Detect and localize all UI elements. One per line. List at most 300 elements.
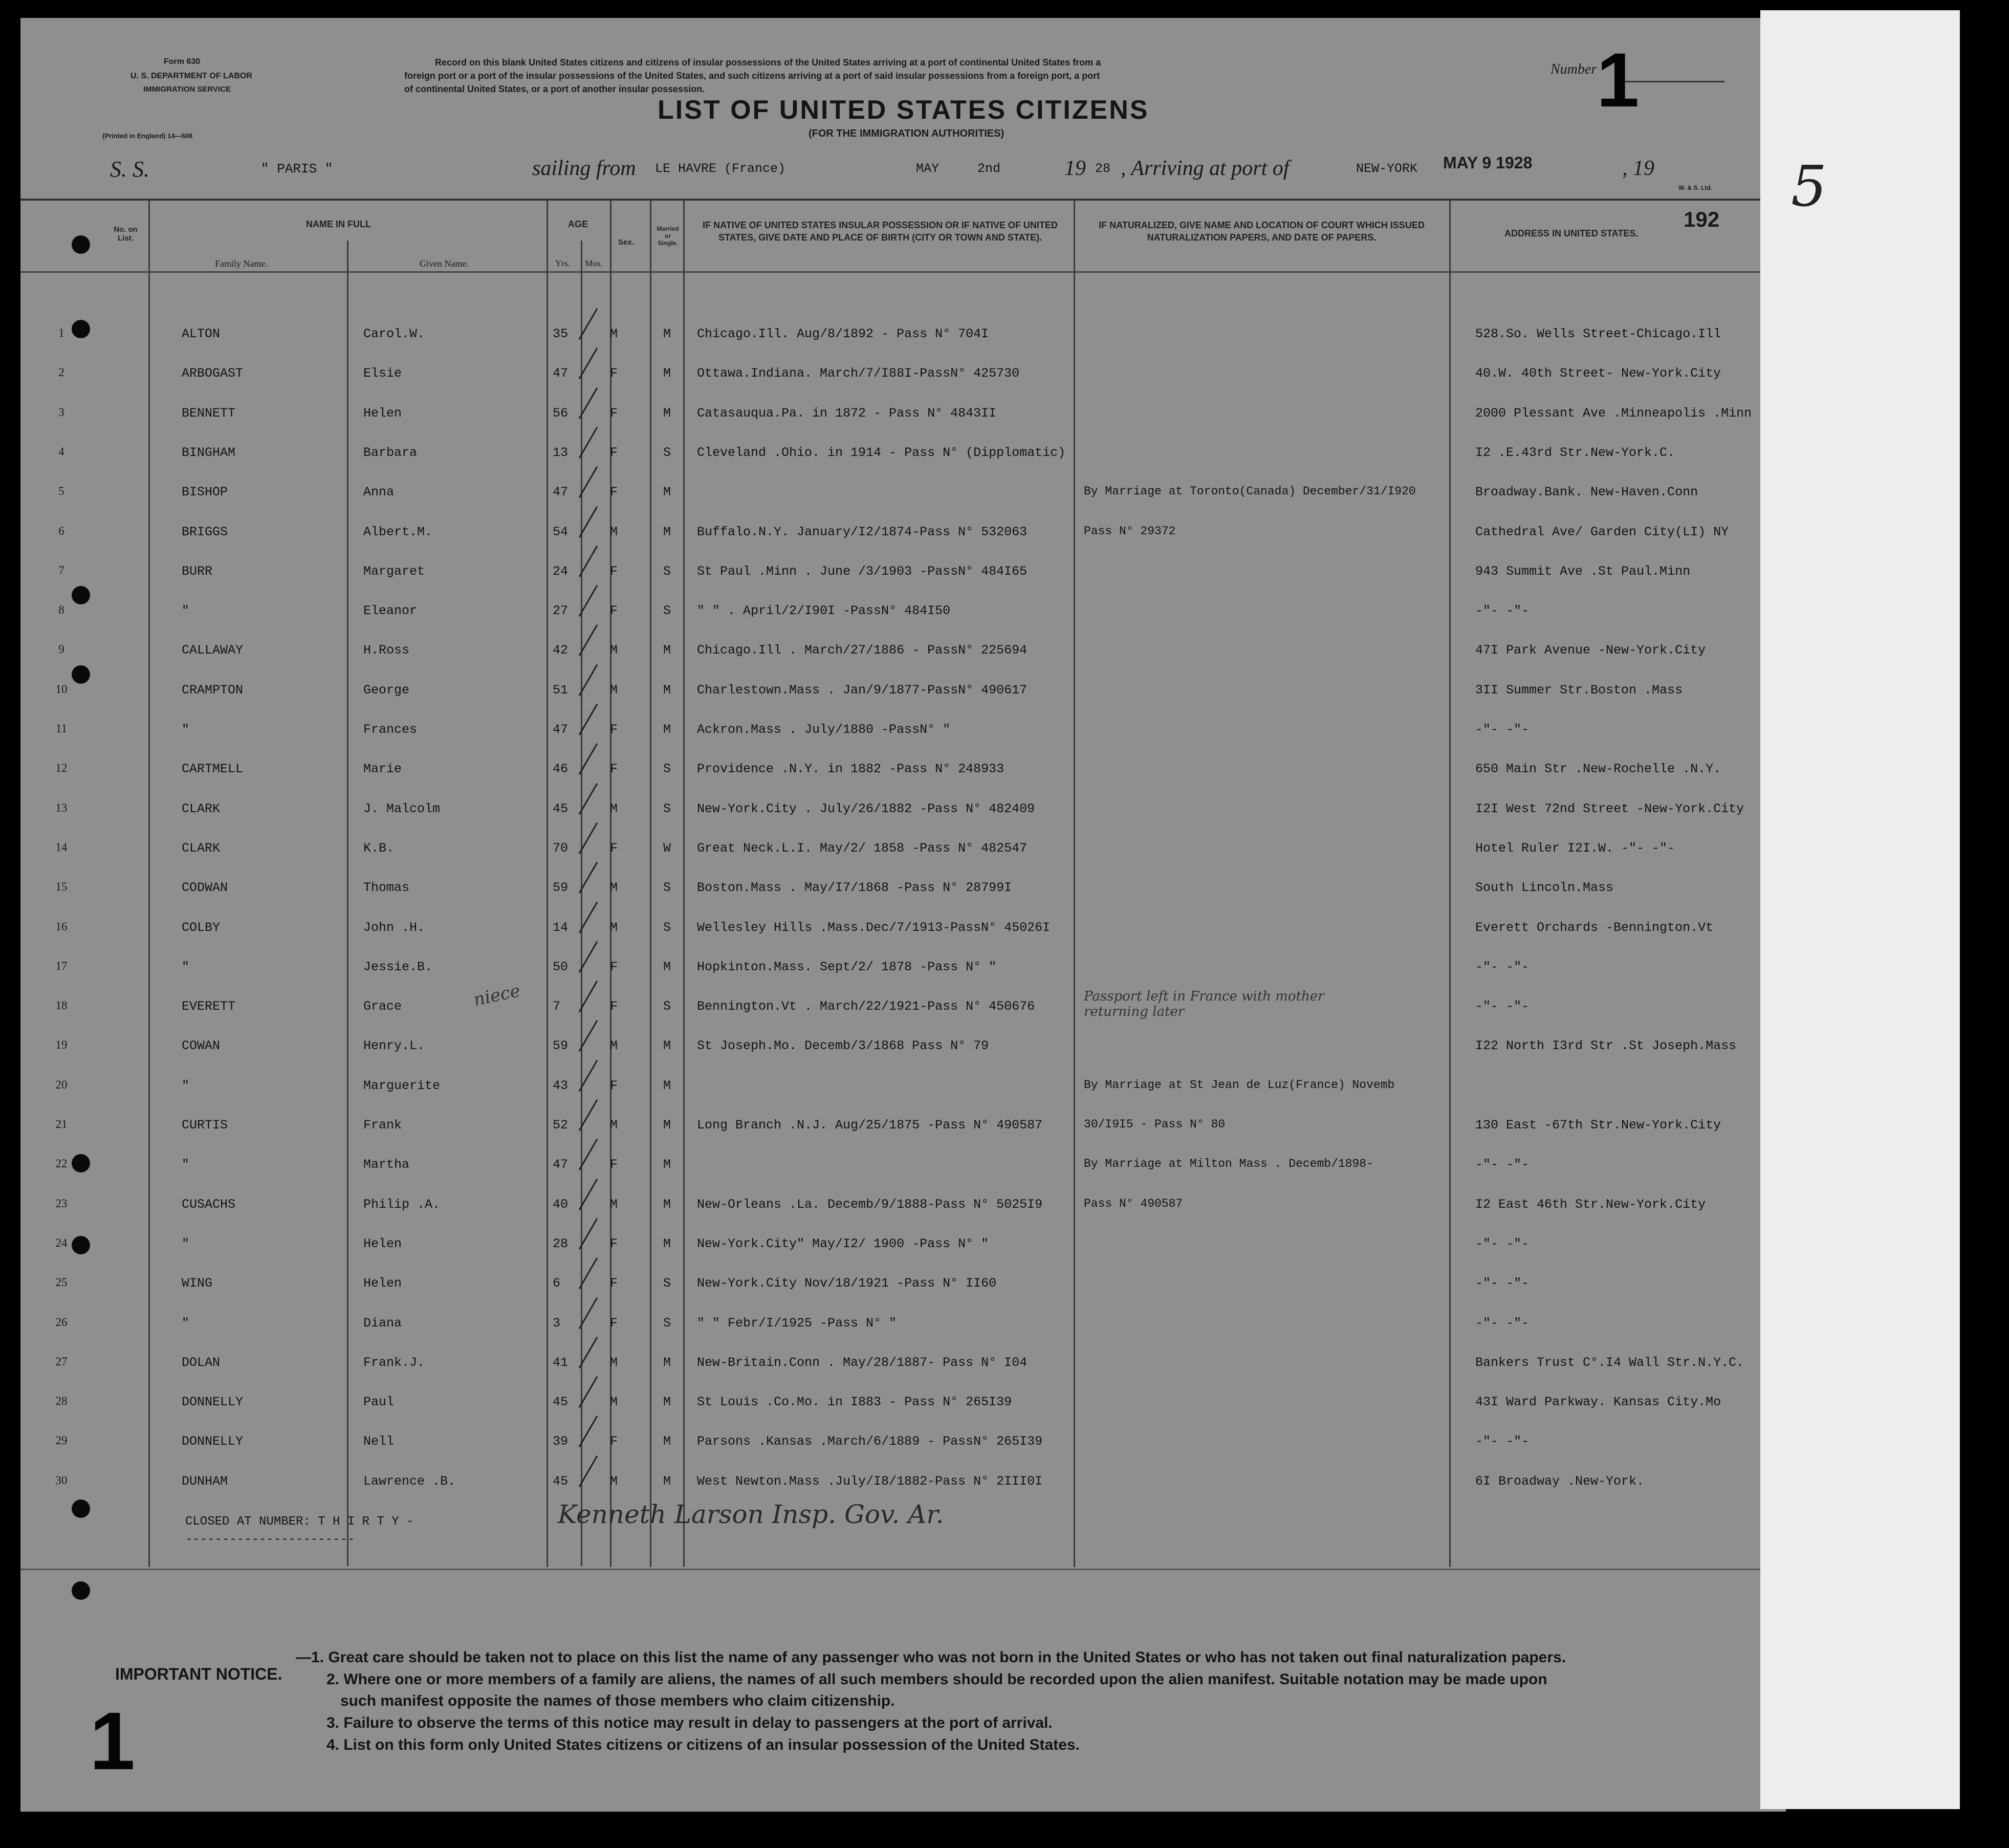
col-header-name: NAME IN FULL bbox=[306, 219, 371, 229]
given-name: Grace bbox=[363, 999, 402, 1014]
marital-status: S bbox=[663, 603, 671, 618]
sailing-label: sailing from bbox=[532, 157, 636, 180]
us-address: 43I Ward Parkway. Kansas City.Mo bbox=[1475, 1395, 1721, 1409]
col-header-yrs: Yrs. bbox=[555, 258, 570, 268]
family-name: EVERETT bbox=[182, 999, 236, 1014]
marital-status: S bbox=[663, 801, 671, 816]
family-name: CRAMPTON bbox=[182, 683, 244, 698]
sex: F bbox=[610, 1434, 618, 1449]
sex: F bbox=[610, 406, 618, 421]
birth-place: Buffalo.N.Y. January/I2/1874-Pass N° 532063 bbox=[697, 525, 1028, 539]
number-label: Number bbox=[1551, 61, 1597, 77]
family-name: CUSACHS bbox=[182, 1197, 236, 1212]
marital-status: M bbox=[663, 683, 671, 698]
marital-status: M bbox=[663, 1474, 671, 1489]
given-name: Helen bbox=[363, 406, 402, 421]
col-rule-married bbox=[683, 201, 685, 1567]
sex: F bbox=[610, 960, 618, 974]
given-name: George bbox=[363, 683, 410, 698]
birth-place: Providence .N.Y. in 1882 -Pass N° 248933 bbox=[697, 762, 1004, 776]
age-years: 59 bbox=[553, 1038, 569, 1053]
given-name: Paul bbox=[363, 1395, 395, 1409]
family-name: COWAN bbox=[182, 1038, 221, 1053]
marital-status: M bbox=[663, 1355, 671, 1370]
header-bottom-rule bbox=[20, 271, 1760, 273]
page-subtitle: (FOR THE IMMIGRATION AUTHORITIES) bbox=[809, 128, 1004, 139]
family-name: BENNETT bbox=[182, 406, 236, 421]
sex: M bbox=[610, 801, 618, 816]
age-years: 51 bbox=[553, 683, 569, 698]
department-name: U. S. DEPARTMENT OF LABOR bbox=[130, 72, 252, 80]
birth-place: Boston.Mass . May/I7/1868 -Pass N° 28799I bbox=[697, 880, 1012, 895]
row-number: 8 bbox=[58, 603, 64, 616]
us-address: 47I Park Avenue -New-York.City bbox=[1475, 643, 1706, 658]
age-years: 50 bbox=[553, 960, 569, 974]
sex: M bbox=[610, 643, 618, 658]
closed-at-rule: ----------------------- bbox=[185, 1533, 355, 1547]
sex: F bbox=[610, 999, 618, 1014]
sex: F bbox=[610, 762, 618, 776]
sex: F bbox=[610, 1276, 618, 1291]
naturalization-note: 30/I9I5 - Pass N° 80 bbox=[1084, 1118, 1226, 1131]
punch-hole bbox=[72, 586, 90, 604]
age-years: 28 bbox=[553, 1236, 569, 1251]
notice-item-2b: such manifest opposite the names of those members who claim citizenship. bbox=[340, 1692, 895, 1709]
row-number: 1 bbox=[58, 327, 64, 339]
marital-status: M bbox=[663, 1197, 671, 1212]
age-years: 24 bbox=[553, 564, 569, 579]
age-years: 45 bbox=[553, 1474, 569, 1489]
sex: F bbox=[610, 485, 618, 499]
birth-place: " " . April/2/I90I -PassN° 484I50 bbox=[697, 603, 951, 618]
age-years: 70 bbox=[553, 841, 569, 856]
notice-item-3: 3. Failure to observe the terms of this notice may result in delay to passengers at the port of arrival. bbox=[326, 1714, 1053, 1731]
punch-hole bbox=[72, 320, 90, 338]
ws-ltd-mark: W. & S. Ltd. bbox=[1678, 184, 1712, 191]
row-number: 21 bbox=[55, 1118, 68, 1130]
row-number: 26 bbox=[55, 1316, 68, 1329]
sailing-year-prefix: 19 bbox=[1064, 157, 1086, 180]
given-name: Henry.L. bbox=[363, 1038, 425, 1053]
row-number: 22 bbox=[55, 1157, 68, 1170]
family-name: DONNELLY bbox=[182, 1395, 244, 1409]
col-header-birth: IF NATIVE OF UNITED STATES INSULAR POSSESSION OR IF NATIVE OF UNITED STATES, GIVE DATE AND PLACE OF BIRTH (CITY OR TOWN AND STATE). bbox=[703, 220, 1058, 243]
row-number: 18 bbox=[55, 999, 68, 1012]
us-address: 2000 Plessant Ave .Minneapolis .Minn bbox=[1475, 406, 1752, 421]
sex: F bbox=[610, 1078, 618, 1093]
age-years: 54 bbox=[553, 525, 569, 539]
marital-status: M bbox=[663, 1038, 671, 1053]
marital-status: M bbox=[663, 960, 671, 974]
closed-at-number: CLOSED AT NUMBER: T H I R T Y - bbox=[185, 1515, 414, 1529]
given-name: Elsie bbox=[363, 366, 402, 381]
row-number: 19 bbox=[55, 1038, 68, 1051]
given-name: Frank bbox=[363, 1118, 402, 1133]
instruction-line-1: Record on this blank United States citizens and citizens of insular possessions of the United States arriving at a port of continental United States from a bbox=[435, 57, 1101, 68]
given-name: Helen bbox=[363, 1276, 402, 1291]
sailing-year: 28 bbox=[1095, 161, 1111, 176]
family-name: CALLAWAY bbox=[182, 643, 244, 658]
arrival-date-stamp: MAY 9 1928 bbox=[1443, 154, 1533, 172]
given-name: Barbara bbox=[363, 445, 418, 460]
sex: F bbox=[610, 1316, 618, 1331]
sex: M bbox=[610, 1118, 618, 1133]
us-address: -"- -"- bbox=[1475, 1236, 1530, 1251]
sex: M bbox=[610, 1474, 618, 1489]
birth-place: Bennington.Vt . March/22/1921-Pass N° 450676 bbox=[697, 999, 1035, 1014]
age-years: 14 bbox=[553, 920, 569, 935]
marital-status: S bbox=[663, 999, 671, 1014]
sex: M bbox=[610, 920, 618, 935]
family-name: DUNHAM bbox=[182, 1474, 228, 1489]
sex: M bbox=[610, 1395, 618, 1409]
given-name: Helen bbox=[363, 1236, 402, 1251]
row-number: 16 bbox=[55, 920, 68, 933]
inspector-signature: Kenneth Larson Insp. Gov. Ar. bbox=[558, 1499, 944, 1529]
sex: M bbox=[610, 1355, 618, 1370]
us-address: I2I West 72nd Street -New-York.City bbox=[1475, 801, 1744, 816]
notice-heading: IMPORTANT NOTICE. bbox=[115, 1665, 282, 1683]
sex: M bbox=[610, 880, 618, 895]
family-name: " bbox=[182, 603, 190, 618]
us-address: -"- -"- bbox=[1475, 722, 1530, 737]
col-header-address: ADDRESS IN UNITED STATES. bbox=[1504, 228, 1639, 238]
col-header-given: Given Name. bbox=[420, 258, 469, 269]
given-name: Albert.M. bbox=[363, 525, 433, 539]
birth-place: New-Orleans .La. Decemb/9/1888-Pass N° 5025I9 bbox=[697, 1197, 1043, 1212]
birth-place: New-York.City" May/I2/ 1900 -Pass N° " bbox=[697, 1236, 989, 1251]
age-years: 47 bbox=[553, 485, 569, 499]
arriving-label: , Arriving at port of bbox=[1121, 157, 1290, 180]
marital-status: M bbox=[663, 1395, 671, 1409]
given-name: Eleanor bbox=[363, 603, 418, 618]
row-number: 20 bbox=[55, 1078, 68, 1091]
age-years: 35 bbox=[553, 327, 569, 341]
given-name: Margaret bbox=[363, 564, 425, 579]
age-years: 45 bbox=[553, 801, 569, 816]
col-header-naturalized: IF NATURALIZED, GIVE NAME AND LOCATION OF COURT WHICH ISSUED NATURALIZATION PAPERS, AND DATE OF PAPERS. bbox=[1099, 220, 1425, 243]
family-name: " bbox=[182, 1078, 190, 1093]
notice-item-1: —1. Great care should be taken not to place on this list the name of any passenger who was not born in the United States or who has not taken out final naturalization papers. bbox=[296, 1649, 1566, 1666]
birth-place: Wellesley Hills .Mass.Dec/7/1913-PassN° 45026I bbox=[697, 920, 1051, 935]
marital-status: S bbox=[663, 880, 671, 895]
family-name: BISHOP bbox=[182, 485, 228, 499]
us-address: 528.So. Wells Street-Chicago.Ill bbox=[1475, 327, 1721, 341]
punch-hole bbox=[72, 1499, 90, 1518]
marital-status: M bbox=[663, 1157, 671, 1172]
row-number: 12 bbox=[55, 762, 68, 774]
col-rule-birth bbox=[1074, 201, 1075, 1567]
birth-place: New-York.City . July/26/1882 -Pass N° 482409 bbox=[697, 801, 1035, 816]
us-address: -"- -"- bbox=[1475, 1316, 1530, 1331]
us-address: -"- -"- bbox=[1475, 1276, 1530, 1291]
marital-status: W bbox=[663, 841, 671, 856]
handwritten-niece-note: niece bbox=[471, 980, 522, 1011]
us-address: South Lincoln.Mass bbox=[1475, 880, 1614, 895]
row-number: 14 bbox=[55, 841, 68, 854]
us-address: Bankers Trust C°.I4 Wall Str.N.Y.C. bbox=[1475, 1355, 1744, 1370]
instruction-line-2: foreign port or a port of the insular possessions of the United States, and such citizens arriving at a port of said insular possessions from a foreign port, a port bbox=[404, 71, 1100, 81]
punch-hole bbox=[72, 1236, 90, 1254]
birth-place: Parsons .Kansas .March/6/1889 - PassN° 265I39 bbox=[697, 1434, 1043, 1449]
marital-status: M bbox=[663, 525, 671, 539]
family-name: DOLAN bbox=[182, 1355, 221, 1370]
given-name: Marguerite bbox=[363, 1078, 441, 1093]
naturalization-note: By Marriage at Toronto(Canada) December/31/I920 bbox=[1084, 485, 1416, 498]
birth-place: Chicago.Ill. Aug/8/1892 - Pass N° 704I bbox=[697, 327, 989, 341]
col-rule-given bbox=[547, 201, 548, 1567]
family-name: ALTON bbox=[182, 327, 221, 341]
naturalization-note: Passport left in France with mother returning later bbox=[1084, 989, 1324, 1019]
marital-status: S bbox=[663, 1316, 671, 1331]
sex: M bbox=[610, 327, 618, 341]
ship-name: " PARIS " bbox=[261, 161, 333, 177]
instruction-line-3: of continental United States, or a port of another insular possession. bbox=[404, 84, 705, 94]
marital-status: M bbox=[663, 406, 671, 421]
marital-status: M bbox=[663, 643, 671, 658]
family-name: DONNELLY bbox=[182, 1434, 244, 1449]
sailing-port: LE HAVRE (France) bbox=[655, 161, 786, 176]
age-years: 13 bbox=[553, 445, 569, 460]
punch-hole bbox=[72, 235, 90, 254]
row-number: 30 bbox=[55, 1474, 68, 1487]
family-name: ARBOGAST bbox=[182, 366, 244, 381]
col-rule-yrs bbox=[581, 241, 582, 1566]
sex: M bbox=[610, 1197, 618, 1212]
naturalization-note: By Marriage at Milton Mass . Decemb/1898- bbox=[1084, 1157, 1373, 1170]
marital-status: M bbox=[663, 722, 671, 737]
age-years: 47 bbox=[553, 366, 569, 381]
row-number: 7 bbox=[58, 564, 64, 577]
age-years: 47 bbox=[553, 1157, 569, 1172]
birth-place: St Joseph.Mo. Decemb/3/1868 Pass N° 79 bbox=[697, 1038, 989, 1053]
row-number: 15 bbox=[55, 880, 68, 893]
sex: M bbox=[610, 683, 618, 698]
col-rule-nat bbox=[1449, 201, 1451, 1567]
row-number: 10 bbox=[55, 683, 68, 695]
family-name: BURR bbox=[182, 564, 213, 579]
marital-status: M bbox=[663, 485, 671, 499]
row-number: 11 bbox=[55, 722, 68, 735]
age-years: 3 bbox=[553, 1316, 561, 1331]
birth-place: New-Britain.Conn . May/28/1887- Pass N° I04 bbox=[697, 1355, 1028, 1370]
given-name: K.B. bbox=[363, 841, 395, 856]
us-address: I2 East 46th Str.New-York.City bbox=[1475, 1197, 1706, 1212]
given-name: Lawrence .B. bbox=[363, 1474, 456, 1489]
sailing-month: MAY bbox=[916, 161, 940, 176]
col-header-mos: Mos. bbox=[585, 258, 603, 268]
header-top-rule bbox=[20, 199, 1760, 201]
page-number: 192 bbox=[1684, 207, 1720, 231]
sex: F bbox=[610, 366, 618, 381]
naturalization-note: Pass N° 29372 bbox=[1084, 525, 1176, 538]
row-number: 2 bbox=[58, 366, 64, 379]
given-name: H.Ross bbox=[363, 643, 410, 658]
printed-note: (Printed in England) 14—608 bbox=[102, 132, 193, 140]
birth-place: " " Febr/I/1925 -Pass N° " bbox=[697, 1316, 897, 1331]
naturalization-note: By Marriage at St Jean de Luz(France) Novemb bbox=[1084, 1078, 1395, 1092]
birth-place: Charlestown.Mass . Jan/9/1877-PassN° 490617 bbox=[697, 683, 1028, 698]
us-address: 130 East -67th Str.New-York.City bbox=[1475, 1118, 1721, 1133]
sex: F bbox=[610, 564, 618, 579]
age-years: 6 bbox=[553, 1276, 561, 1291]
birth-place: Ottawa.Indiana. March/7/I88I-PassN° 425730 bbox=[697, 366, 1020, 381]
family-name: CLARK bbox=[182, 801, 221, 816]
sex: F bbox=[610, 841, 618, 856]
age-years: 46 bbox=[553, 762, 569, 776]
punch-hole bbox=[72, 1154, 90, 1172]
sex: M bbox=[610, 525, 618, 539]
sex: M bbox=[610, 1038, 618, 1053]
sheet-mark: 1 bbox=[90, 1695, 135, 1787]
row-number: 28 bbox=[55, 1395, 68, 1407]
marital-status: M bbox=[663, 366, 671, 381]
ss-label: S. S. bbox=[110, 157, 149, 182]
given-name: John .H. bbox=[363, 920, 425, 935]
given-name: Jessie.B. bbox=[363, 960, 433, 974]
arrival-year-label: , 19 bbox=[1622, 157, 1654, 180]
marital-status: M bbox=[663, 327, 671, 341]
col-rule-sex bbox=[650, 201, 651, 1567]
given-name: J. Malcolm bbox=[363, 801, 441, 816]
us-address: 6I Broadway .New-York. bbox=[1475, 1474, 1645, 1489]
age-years: 52 bbox=[553, 1118, 569, 1133]
service-name: IMMIGRATION SERVICE bbox=[143, 85, 231, 94]
punch-hole bbox=[72, 1581, 90, 1600]
row-number: 24 bbox=[55, 1236, 68, 1249]
sex: F bbox=[610, 1236, 618, 1251]
arrival-port: NEW-YORK bbox=[1356, 161, 1418, 176]
list-number: 1 bbox=[1597, 37, 1640, 123]
margin-mark: 5 bbox=[1791, 154, 1827, 219]
notice-item-4: 4. List on this form only United States citizens or citizens of an insular possession of the United States. bbox=[326, 1736, 1080, 1753]
row-number: 5 bbox=[58, 485, 64, 497]
us-address: Hotel Ruler I2I.W. -"- -"- bbox=[1475, 841, 1675, 856]
row-number: 17 bbox=[55, 960, 68, 972]
page-title: LIST OF UNITED STATES CITIZENS bbox=[658, 95, 1149, 125]
row-number: 6 bbox=[58, 525, 64, 537]
col-rule-family bbox=[347, 241, 348, 1566]
col-header-family: Family Name. bbox=[215, 258, 268, 269]
us-address: -"- -"- bbox=[1475, 999, 1530, 1014]
punch-hole bbox=[72, 665, 90, 684]
given-name: Martha bbox=[363, 1157, 410, 1172]
sex: F bbox=[610, 445, 618, 460]
birth-place: Catasauqua.Pa. in 1872 - Pass N° 4843II bbox=[697, 406, 997, 421]
marital-status: M bbox=[663, 1236, 671, 1251]
us-address: -"- -"- bbox=[1475, 1434, 1530, 1449]
age-years: 43 bbox=[553, 1078, 569, 1093]
row-number: 29 bbox=[55, 1434, 68, 1447]
birth-place: West Newton.Mass .July/I8/1882-Pass N° 2III0I bbox=[697, 1474, 1043, 1489]
us-address: Everett Orchards -Bennington.Vt bbox=[1475, 920, 1714, 935]
family-name: " bbox=[182, 1157, 190, 1172]
age-years: 7 bbox=[553, 999, 561, 1014]
age-years: 56 bbox=[553, 406, 569, 421]
age-years: 45 bbox=[553, 1395, 569, 1409]
age-years: 40 bbox=[553, 1197, 569, 1212]
birth-place: St Louis .Co.Mo. in I883 - Pass N° 265I39 bbox=[697, 1395, 1012, 1409]
birth-place: Chicago.Ill . March/27/1886 - PassN° 225694 bbox=[697, 643, 1028, 658]
marital-status: S bbox=[663, 564, 671, 579]
birth-place: Hopkinton.Mass. Sept/2/ 1878 -Pass N° " bbox=[697, 960, 997, 974]
marital-status: S bbox=[663, 762, 671, 776]
given-name: Carol.W. bbox=[363, 327, 425, 341]
age-years: 27 bbox=[553, 603, 569, 618]
given-name: Nell bbox=[363, 1434, 395, 1449]
age-years: 42 bbox=[553, 643, 569, 658]
us-address: I22 North I3rd Str .St Joseph.Mass bbox=[1475, 1038, 1737, 1053]
table-bottom-rule bbox=[20, 1569, 1760, 1570]
row-number: 4 bbox=[58, 445, 64, 458]
naturalization-note: Pass N° 490587 bbox=[1084, 1197, 1183, 1210]
sex: F bbox=[610, 1157, 618, 1172]
row-number: 9 bbox=[58, 643, 64, 656]
row-number: 23 bbox=[55, 1197, 68, 1210]
us-address: Broadway.Bank. New-Haven.Conn bbox=[1475, 485, 1698, 499]
birth-place: Cleveland .Ohio. in 1914 - Pass N° (Dipplomatic) bbox=[697, 445, 1066, 460]
col-header-no: No. on List. bbox=[114, 225, 138, 243]
given-name: Frank.J. bbox=[363, 1355, 425, 1370]
age-years: 41 bbox=[553, 1355, 569, 1370]
sailing-day: 2nd bbox=[977, 161, 1001, 176]
us-address: -"- -"- bbox=[1475, 603, 1530, 618]
col-header-age: AGE bbox=[568, 219, 588, 229]
given-name: Frances bbox=[363, 722, 418, 737]
family-name: " bbox=[182, 722, 190, 737]
us-address: 3II Summer Str.Boston .Mass bbox=[1475, 683, 1683, 698]
col-header-sex: Sex. bbox=[618, 238, 634, 247]
form-number: Form 630 bbox=[164, 57, 201, 66]
family-name: CARTMELL bbox=[182, 762, 244, 776]
family-name: CODWAN bbox=[182, 880, 228, 895]
family-name: CURTIS bbox=[182, 1118, 228, 1133]
us-address: Cathedral Ave/ Garden City(LI) NY bbox=[1475, 525, 1729, 539]
given-name: Anna bbox=[363, 485, 395, 499]
marital-status: S bbox=[663, 920, 671, 935]
given-name: Marie bbox=[363, 762, 402, 776]
us-address: 943 Summit Ave .St Paul.Minn bbox=[1475, 564, 1691, 579]
family-name: COLBY bbox=[182, 920, 221, 935]
row-number: 13 bbox=[55, 801, 68, 814]
us-address: -"- -"- bbox=[1475, 1157, 1530, 1172]
birth-place: Long Branch .N.J. Aug/25/1875 -Pass N° 490587 bbox=[697, 1118, 1043, 1133]
marital-status: M bbox=[663, 1118, 671, 1133]
age-years: 59 bbox=[553, 880, 569, 895]
page-margin-strip bbox=[1760, 10, 1960, 1809]
us-address: 650 Main Str .New-Rochelle .N.Y. bbox=[1475, 762, 1721, 776]
marital-status: M bbox=[663, 1434, 671, 1449]
birth-place: Ackron.Mass . July/1880 -PassN° " bbox=[697, 722, 951, 737]
marital-status: S bbox=[663, 445, 671, 460]
family-name: WING bbox=[182, 1276, 213, 1291]
col-header-married: Married or Single. bbox=[657, 225, 679, 247]
family-name: BINGHAM bbox=[182, 445, 236, 460]
row-number: 3 bbox=[58, 406, 64, 419]
marital-status: M bbox=[663, 1078, 671, 1093]
marital-status: S bbox=[663, 1276, 671, 1291]
row-number: 27 bbox=[55, 1355, 68, 1368]
row-number: 25 bbox=[55, 1276, 68, 1289]
birth-place: St Paul .Minn . June /3/1903 -PassN° 484I65 bbox=[697, 564, 1028, 579]
birth-place: New-York.City Nov/18/1921 -Pass N° II60 bbox=[697, 1276, 997, 1291]
age-years: 39 bbox=[553, 1434, 569, 1449]
given-name: Diana bbox=[363, 1316, 402, 1331]
family-name: CLARK bbox=[182, 841, 221, 856]
family-name: " bbox=[182, 1236, 190, 1251]
birth-place: Great Neck.L.I. May/2/ 1858 -Pass N° 482547 bbox=[697, 841, 1028, 856]
sex: F bbox=[610, 603, 618, 618]
